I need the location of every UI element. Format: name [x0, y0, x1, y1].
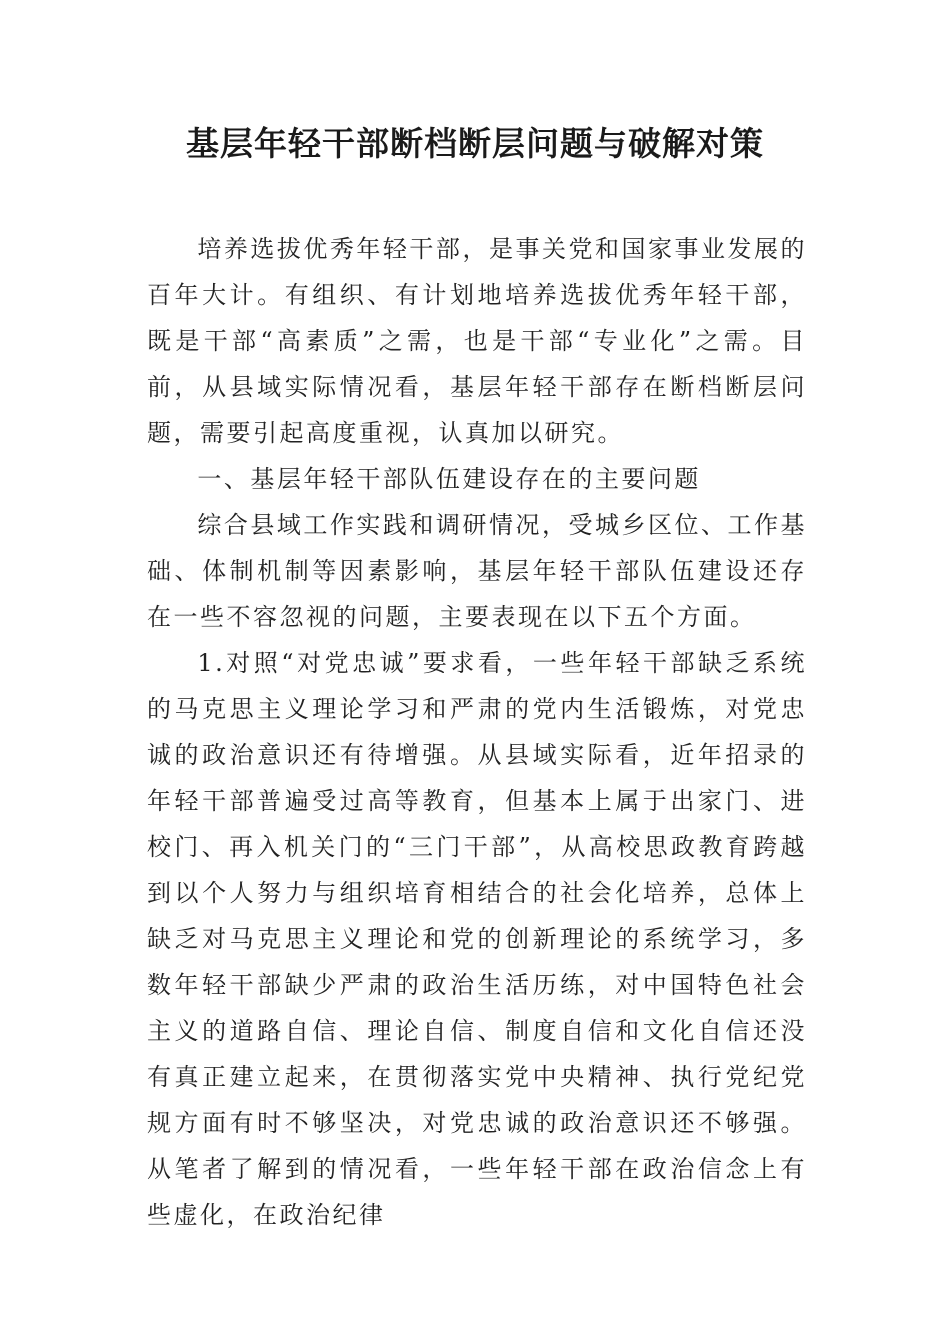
intro-paragraph: 培养选拔优秀年轻干部，是事关党和国家事业发展的百年大计。有组织、有计划地培养选拔优秀年轻干部，既是干部“高素质”之需，也是干部“专业化”之需。目前，从县域实际情况看，基层年轻干部存在断档断层问题，需要引起高度重视，认真加以研究。 — [147, 235, 807, 447]
section-heading-1: 一、基层年轻干部队伍建设存在的主要问题 — [197, 465, 701, 493]
section-1-paragraph: 综合县域工作实践和调研情况，受城乡区位、工作基础、体制机制等因素影响，基层年轻干部队伍建设还存在一些不容忽视的问题，主要表现在以下五个方面。 — [147, 511, 807, 631]
document-title: 基层年轻干部断档断层问题与破解对策 — [186, 124, 764, 163]
document-body — [147, 226, 807, 1238]
point-1-paragraph: 1.对照“对党忠诚”要求看，一些年轻干部缺乏系统的马克思主义理论学习和严肃的党内生活锻炼，对党忠诚的政治意识还有待增强。从县域实际看，近年招录的年轻干部普遍受过高等教育，但基本上属于出家门、进校门、再入机关门的“三门干部”，从高校思政教育跨越到以个人努力与组织培育相结合的社会化培养，总体上缺乏对马克思主义理论和党的创新理论的系统学习，多数年轻干部缺少严肃的政治生活历练，对中国特色社会主义的道路自信、理论自信、制度自信和文化自信还没有真正建立起来，在贯彻落实党中央精神、执行党纪党规方面有时不够坚决，对党忠诚的政治意识还不够强。从笔者了解到的情况看，一些年轻干部在政治信念上有些虚化，在政治纪律 — [147, 649, 807, 1229]
